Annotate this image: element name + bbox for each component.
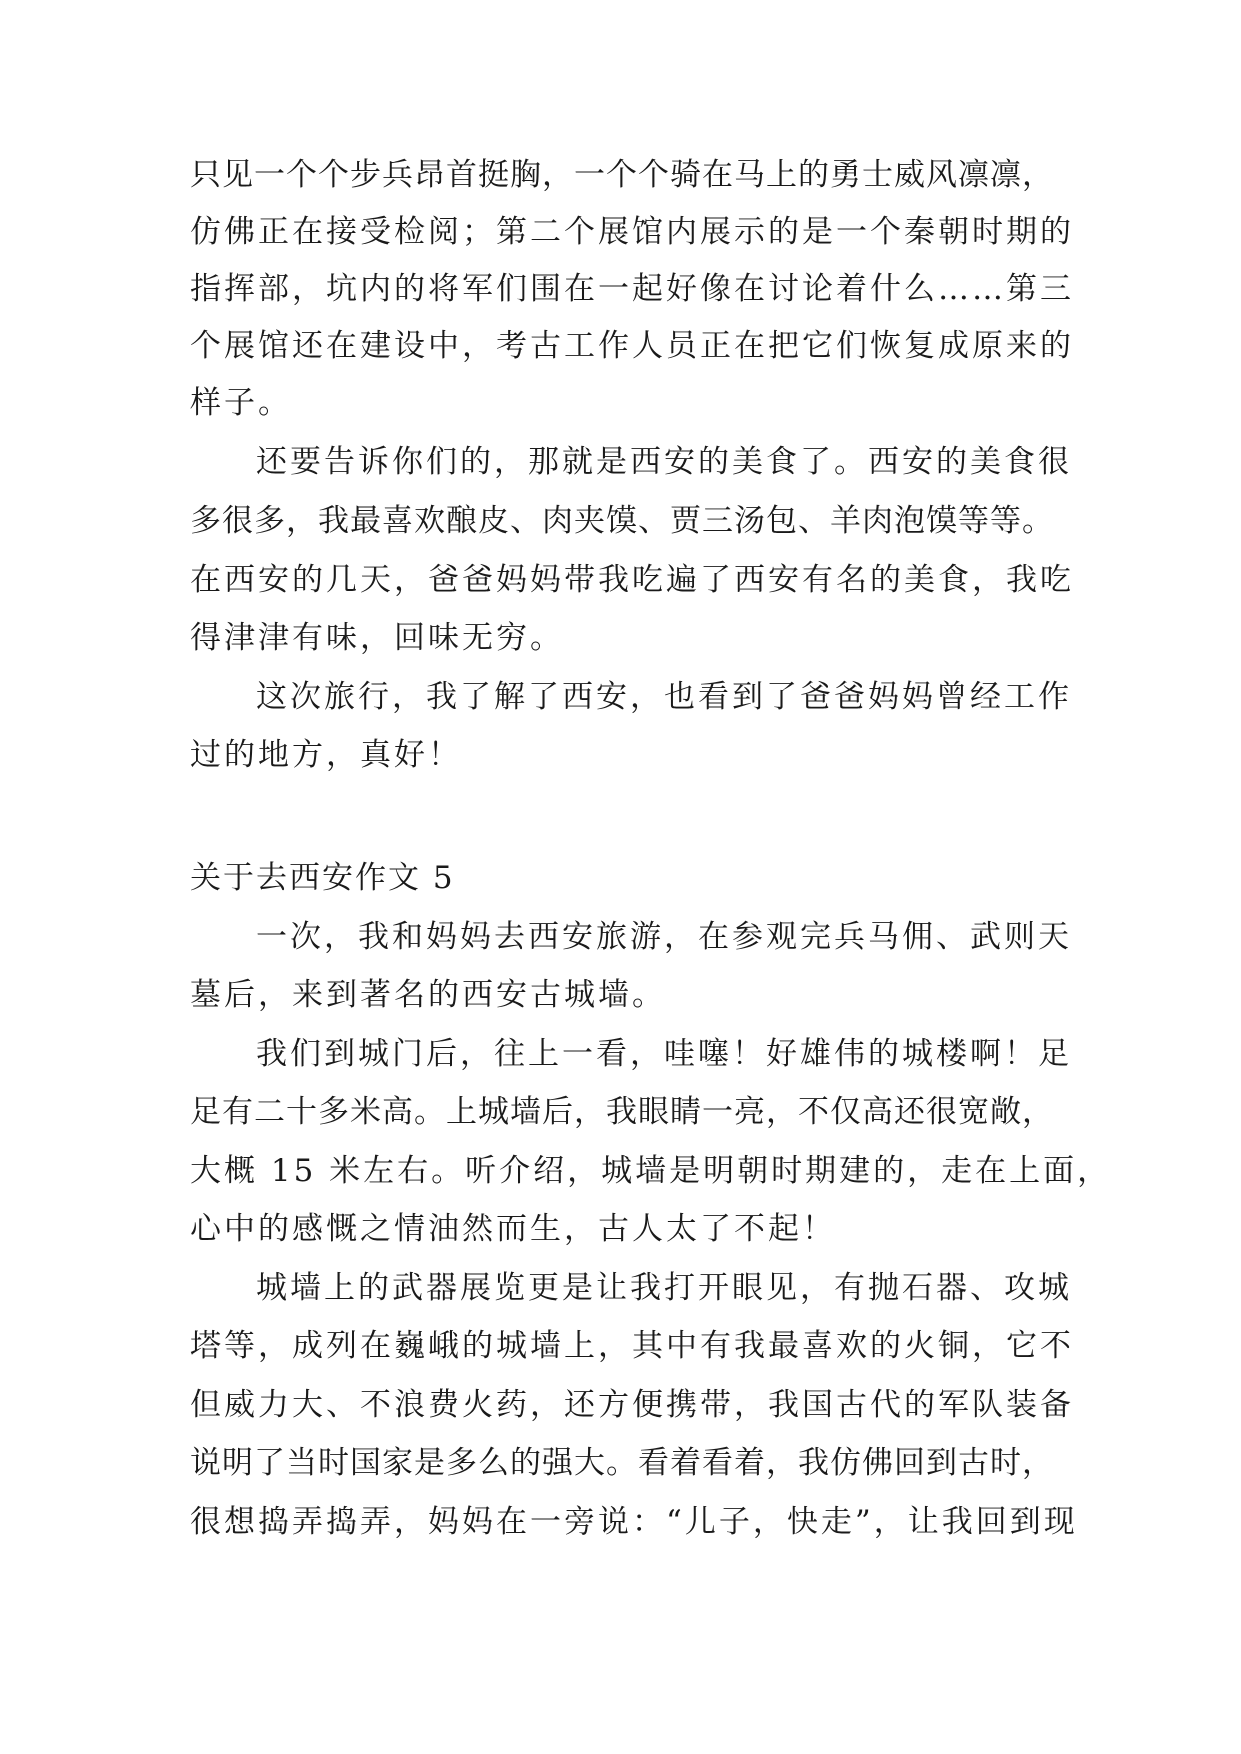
text-line: 多很多，我最喜欢酿皮、肉夹馍、贾三汤包、羊肉泡馍等等。 bbox=[190, 503, 1054, 539]
section-heading: 关于去西安作文 5 bbox=[190, 860, 455, 896]
text-line: 墓后，来到著名的西安古城墙。 bbox=[190, 977, 666, 1013]
text-line: 说明了当时国家是多么的强大。看着看着，我仿佛回到古时， bbox=[190, 1445, 1054, 1481]
text-line: 这次旅行，我了解了西安，也看到了爸爸妈妈曾经工作 bbox=[256, 679, 1072, 715]
text-line: 还要告诉你们的，那就是西安的美食了。西安的美食很 bbox=[256, 444, 1072, 480]
text-line: 得津津有味，回味无穷。 bbox=[190, 620, 564, 656]
text-line: 一次，我和妈妈去西安旅游，在参观完兵马佣、武则天 bbox=[256, 919, 1072, 955]
text-line: 大概 15 米左右。听介绍，城墙是明朝时期建的，走在上面， bbox=[190, 1153, 1112, 1189]
text-line: 指挥部，坑内的将军们围在一起好像在讨论着什么……第三 bbox=[190, 271, 1074, 307]
text-line: 城墙上的武器展览更是让我打开眼见，有抛石器、攻城 bbox=[256, 1270, 1072, 1306]
text-line: 塔等，成列在巍峨的城墙上，其中有我最喜欢的火铜，它不 bbox=[190, 1328, 1074, 1364]
text-line: 过的地方，真好！ bbox=[190, 737, 462, 773]
text-line: 很想捣弄捣弄，妈妈在一旁说：“儿子，快走”，让我回到现 bbox=[190, 1504, 1078, 1540]
text-line: 足有二十多米高。上城墙后，我眼睛一亮，不仅高还很宽敞， bbox=[190, 1094, 1054, 1130]
text-line: 我们到城门后，往上一看，哇噻！好雄伟的城楼啊！足 bbox=[256, 1036, 1072, 1072]
text-line: 只见一个个步兵昂首挺胸，一个个骑在马上的勇士威风凛凛， bbox=[190, 157, 1054, 193]
text-line: 样子。 bbox=[190, 385, 292, 421]
text-line: 在西安的几天，爸爸妈妈带我吃遍了西安有名的美食，我吃 bbox=[190, 562, 1074, 598]
text-line: 个展馆还在建设中，考古工作人员正在把它们恢复成原来的 bbox=[190, 328, 1074, 364]
text-line: 仿佛正在接受检阅；第二个展馆内展示的是一个秦朝时期的 bbox=[190, 214, 1074, 250]
text-line: 但威力大、不浪费火药，还方便携带，我国古代的军队装备 bbox=[190, 1387, 1074, 1423]
text-line: 心中的感慨之情油然而生，古人太了不起！ bbox=[190, 1211, 836, 1247]
